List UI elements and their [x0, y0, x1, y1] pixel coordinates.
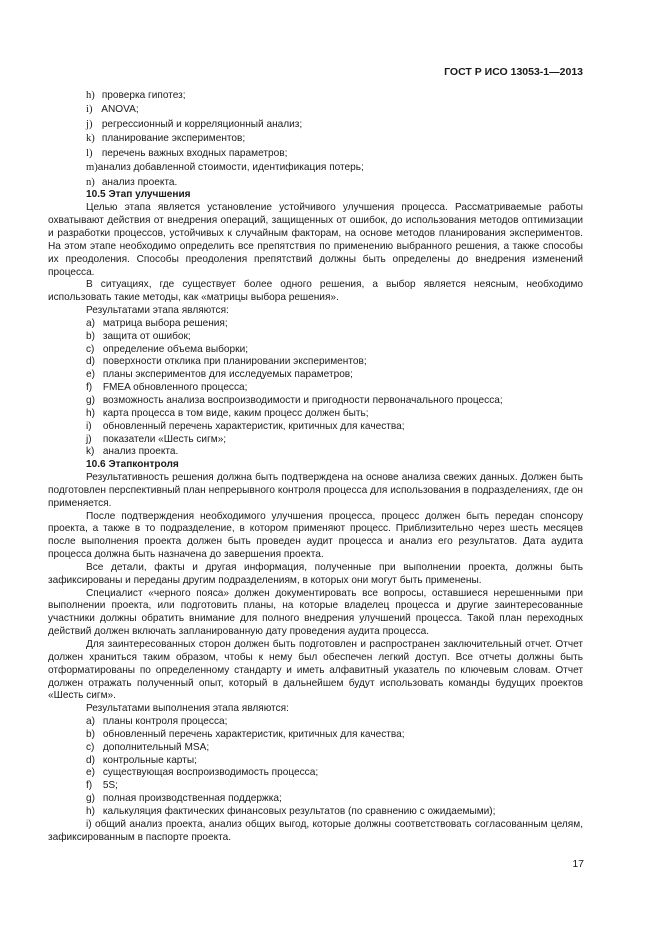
list-item: e) существующая воспроизводимость процесса;	[86, 767, 319, 779]
list-item: c) определение объема выборки;	[86, 343, 249, 355]
results-list-10-6	[48, 716, 583, 819]
list-item: i) ANOVA;	[86, 104, 139, 116]
paragraph: Целью этапа является установление устойчивого улучшения процесса. Рассматриваемые работы охватывают действия от внедрения операций, защищенных от ошибок, до использования методов оптимизации и разработки процессов, устойчивых к случайным факторам, на основе методов планирования экспериментов. На этом этапе необходимо определить все препятствия по применению выбранного решения, а также способы их преодоления. Способы преодоления препятствий должны быть определены до внедрения изменений процесса.	[48, 202, 583, 278]
paragraph: После подтверждения необходимого улучшения процесса, процесс должен быть передан спонсору проекта, а также в то подразделение, в котором применяют процесс. Приблизительно через шесть месяцев после выполнения проекта должен быть проведен аудит процесса и анализ его результатов. Дата аудита процесса должна быть назначена до завершения проекта.	[48, 510, 583, 561]
list-item: c) дополнительный MSA;	[86, 741, 210, 753]
list-item: b) защита от ошибок;	[86, 330, 191, 342]
list-item: i) обновленный перечень характеристик, критичных для качества;	[86, 420, 405, 432]
list-item: j) регрессионный и корреляционный анализ;	[86, 118, 303, 130]
list-item: n) анализ проекта.	[86, 176, 178, 188]
list-item: f) FMEA обновленного процесса;	[86, 382, 248, 394]
list-item: k) анализ проекта.	[86, 446, 179, 458]
list-item: h) карта процесса в том виде, каким процесс должен быть;	[86, 407, 369, 419]
list-item: g) возможность анализа воспроизводимости и пригодности первоначального процесса;	[86, 394, 503, 406]
list-item: m)анализ добавленной стоимости, идентификация потерь;	[86, 162, 364, 174]
paragraph: Все детали, факты и другая информация, полученные при выполнении проекта, должны быть зафиксированы и переданы другим подразделениям, в которых они могут быть применены.	[48, 561, 583, 586]
paragraph: Результативность решения должна быть подтверждена на основе анализа свежих данных. Должен быть подготовлен перспективный план непрерывного контроля процесса для использования в подразделениях, где он применяется.	[48, 472, 583, 509]
list-item: j) показатели «Шесть сигм»;	[86, 433, 227, 445]
list-item: e) планы экспериментов для исследуемых параметров;	[86, 369, 353, 381]
paragraph: Специалист «черного пояса» должен документировать все вопросы, оставшиеся нерешенными при выполнении проекта, или подготовить планы, на которые владелец процесса и другие заинтересованные участники должны обратить внимание для полного внедрения улучшений процесса. Такой план переходных действий должен включать запланированную дату проведения аудита процесса.	[48, 587, 583, 638]
results-label: Результатами выполнения этапа являются:	[86, 703, 289, 715]
page-content	[48, 90, 583, 845]
section-heading-10-5: 10.5 Этап улучшения	[86, 189, 191, 201]
first-list	[48, 90, 583, 189]
results-list-10-5	[48, 318, 583, 459]
paragraph: В ситуациях, где существует более одного решения, а выбор является неясным, необходимо использовать такие методы, как «матрицы выбора решения».	[48, 279, 583, 304]
list-item: l) перечень важных входных параметров;	[86, 147, 288, 159]
list-item: b) обновленный перечень характеристик, критичных для качества;	[86, 728, 405, 740]
list-item: f) 5S;	[86, 780, 118, 792]
list-item: h) калькуляция фактических финансовых результатов (по сравнению с ожидаемыми);	[86, 805, 496, 817]
last-list-item: i) общий анализ проекта, анализ общих выгод, которые должны соответствовать согласованным целям, зафиксированным в паспорте проекта.	[48, 818, 583, 843]
page-number: 17	[572, 858, 584, 870]
results-label: Результатами этапа являются:	[86, 305, 229, 317]
document-header: ГОСТ Р ИСО 13053-1—2013	[444, 66, 583, 78]
list-item: d) поверхности отклика при планировании экспериментов;	[86, 356, 367, 368]
section-heading-10-6: 10.6 Этапконтроля	[86, 459, 179, 471]
list-item: h) проверка гипотез;	[86, 90, 186, 101]
list-item: d) контрольные карты;	[86, 754, 197, 766]
list-item: a) матрица выбора решения;	[86, 317, 228, 329]
paragraph: Для заинтересованных сторон должен быть подготовлен и распространен заключительный отчет. Отчет должен храниться таким образом, чтобы к нему был обеспечен легкий доступ. Все отчеты должны быть отформатированы по определенному стандарту и иметь алфавитный указатель по ключевым словам. Отчет должен отражать полученный опыт, который в дальнейшем будут использовать команды будущих проектов «Шесть сигм».	[48, 639, 583, 702]
list-item: k) планирование экспериментов;	[86, 133, 246, 145]
list-item: a) планы контроля процесса;	[86, 716, 228, 728]
list-item: g) полная производственная поддержка;	[86, 793, 282, 805]
